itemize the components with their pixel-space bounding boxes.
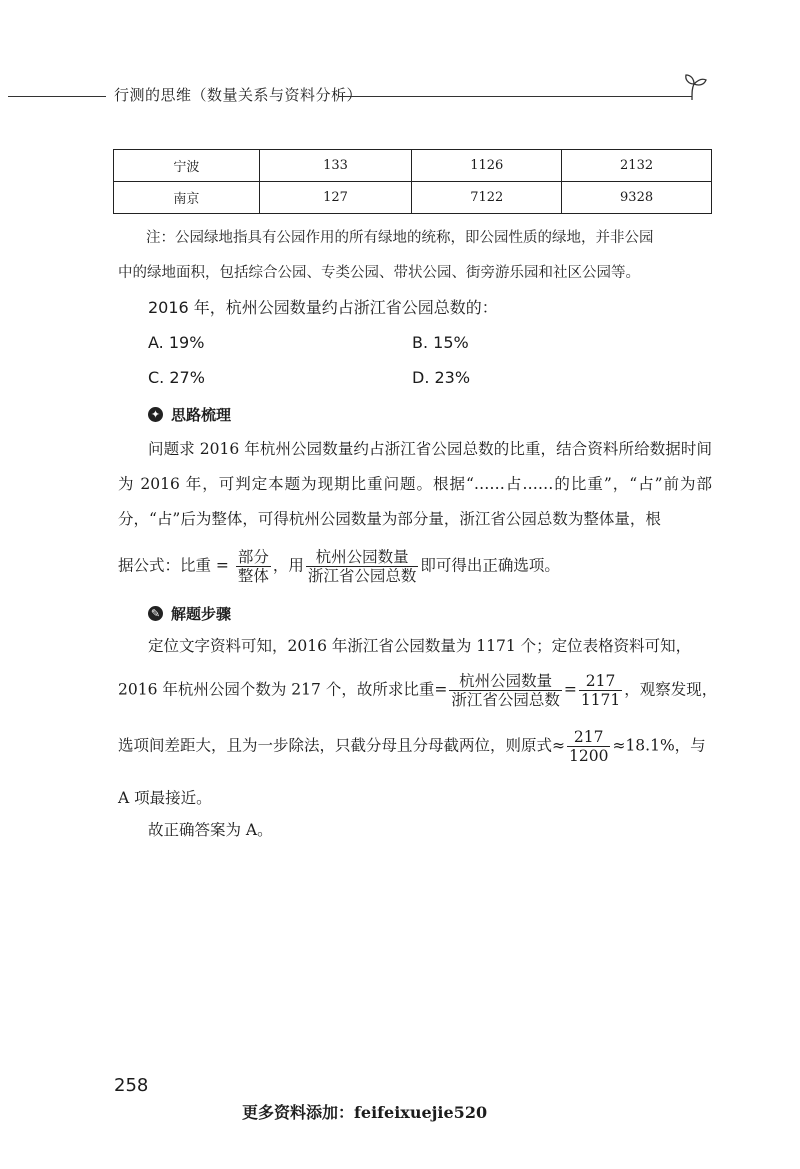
option-b: B. 15% bbox=[412, 333, 469, 352]
fraction-numerator: 217 bbox=[567, 728, 610, 747]
section-title-approach bbox=[148, 404, 231, 425]
steps-line-3-suffix: ≈18.1%，与 bbox=[612, 736, 706, 755]
table-cell: 127 bbox=[259, 182, 412, 214]
approach-formula-line bbox=[118, 548, 712, 585]
fraction-numerator: 部分 bbox=[237, 548, 269, 566]
table-cell: 7122 bbox=[412, 182, 562, 214]
fraction-part-whole bbox=[236, 548, 271, 585]
page-number: 258 bbox=[114, 1075, 149, 1096]
steps-line-4: A 项最接近。 bbox=[118, 789, 212, 807]
table-row bbox=[114, 182, 712, 214]
fraction-denominator: 整体 bbox=[237, 567, 269, 585]
steps-line-2-prefix: 2016 年杭州公园个数为 217 个，故所求比重= bbox=[118, 680, 448, 699]
table-cell-city: 南京 bbox=[114, 182, 260, 214]
footer-watermark-text: 更多资料添加：feifeixuejie520 bbox=[242, 1103, 488, 1122]
steps-line-3 bbox=[118, 728, 712, 765]
answer-line: 故正确答案为 A。 bbox=[148, 821, 273, 839]
table-cell: 1126 bbox=[412, 150, 562, 182]
formula-prefix: 据公式：比重 = bbox=[118, 556, 229, 575]
running-header-title: 行测的思维（数量关系与资料分析） bbox=[114, 86, 363, 104]
header-rule-left bbox=[8, 96, 106, 97]
table-row bbox=[114, 150, 712, 182]
table-cell: 133 bbox=[259, 150, 412, 182]
steps-line-1: 定位文字资料可知，2016 年浙江省公园数量为 1171 个；定位表格资料可知， bbox=[148, 637, 692, 655]
data-table bbox=[113, 149, 712, 214]
formula-suffix: 即可得出正确选项。 bbox=[420, 556, 560, 575]
fraction-217-1200 bbox=[567, 728, 610, 765]
formula-mid: ，用 bbox=[272, 556, 304, 575]
table-cell: 2132 bbox=[562, 150, 712, 182]
question-text: 2016 年，杭州公园数量约占浙江省公园总数的： bbox=[148, 298, 498, 317]
fraction-numerator: 217 bbox=[579, 672, 622, 691]
steps-line-2 bbox=[118, 672, 718, 709]
option-d: D. 23% bbox=[412, 368, 471, 387]
section-title-steps bbox=[148, 603, 231, 624]
fraction-numerator: 杭州公园数量 bbox=[306, 548, 419, 567]
table-cell: 9328 bbox=[562, 182, 712, 214]
table-cell-city: 宁波 bbox=[114, 150, 260, 182]
sprout-icon bbox=[680, 70, 710, 104]
fraction-denominator: 浙江省公园总数 bbox=[451, 691, 560, 709]
running-header bbox=[0, 70, 800, 110]
option-a: A. 19% bbox=[148, 333, 205, 352]
header-rule-right bbox=[338, 96, 692, 97]
section-title-text: 思路梳理 bbox=[171, 406, 232, 424]
fraction-denominator: 浙江省公园总数 bbox=[307, 567, 417, 585]
fraction-denominator: 1200 bbox=[569, 747, 609, 765]
lightbulb-icon: ✦ bbox=[148, 407, 163, 422]
option-c: C. 27% bbox=[148, 368, 205, 387]
steps-line-3-prefix: 选项间差距大，且为一步除法，只截分母且分母截两位，则原式≈ bbox=[118, 736, 565, 755]
section-title-text: 解题步骤 bbox=[171, 605, 232, 623]
approach-text: 问题求 2016 年杭州公园数量约占浙江省公园总数的比重，结合资料所给数据时间为 2016 年，可判定本题为现期比重问题。根据“……占……的比重”，“占”前为部分，“占”后为整体，可得杭州公园数量为部分量，浙江省公园总数为整体量，根 bbox=[118, 440, 712, 528]
table-note-line-1: 注：公园绿地指具有公园作用的所有绿地的统称，即公园性质的绿地，并非公园 bbox=[146, 230, 654, 246]
steps-line-2-suffix: ，观察发现， bbox=[624, 680, 718, 699]
equals-sign: = bbox=[563, 680, 577, 699]
steps-icon: ✎ bbox=[148, 606, 163, 621]
fraction-hz-zj bbox=[306, 548, 419, 585]
table-note-line-2: 中的绿地面积，包括综合公园、专类公园、带状公园、街旁游乐园和社区公园等。 bbox=[118, 265, 640, 281]
approach-paragraph bbox=[118, 432, 712, 537]
fraction-numerator: 杭州公园数量 bbox=[449, 672, 562, 691]
fraction-denominator: 1171 bbox=[580, 691, 621, 709]
fraction-217-1171 bbox=[579, 672, 622, 709]
fraction-hz-zj bbox=[449, 672, 562, 709]
